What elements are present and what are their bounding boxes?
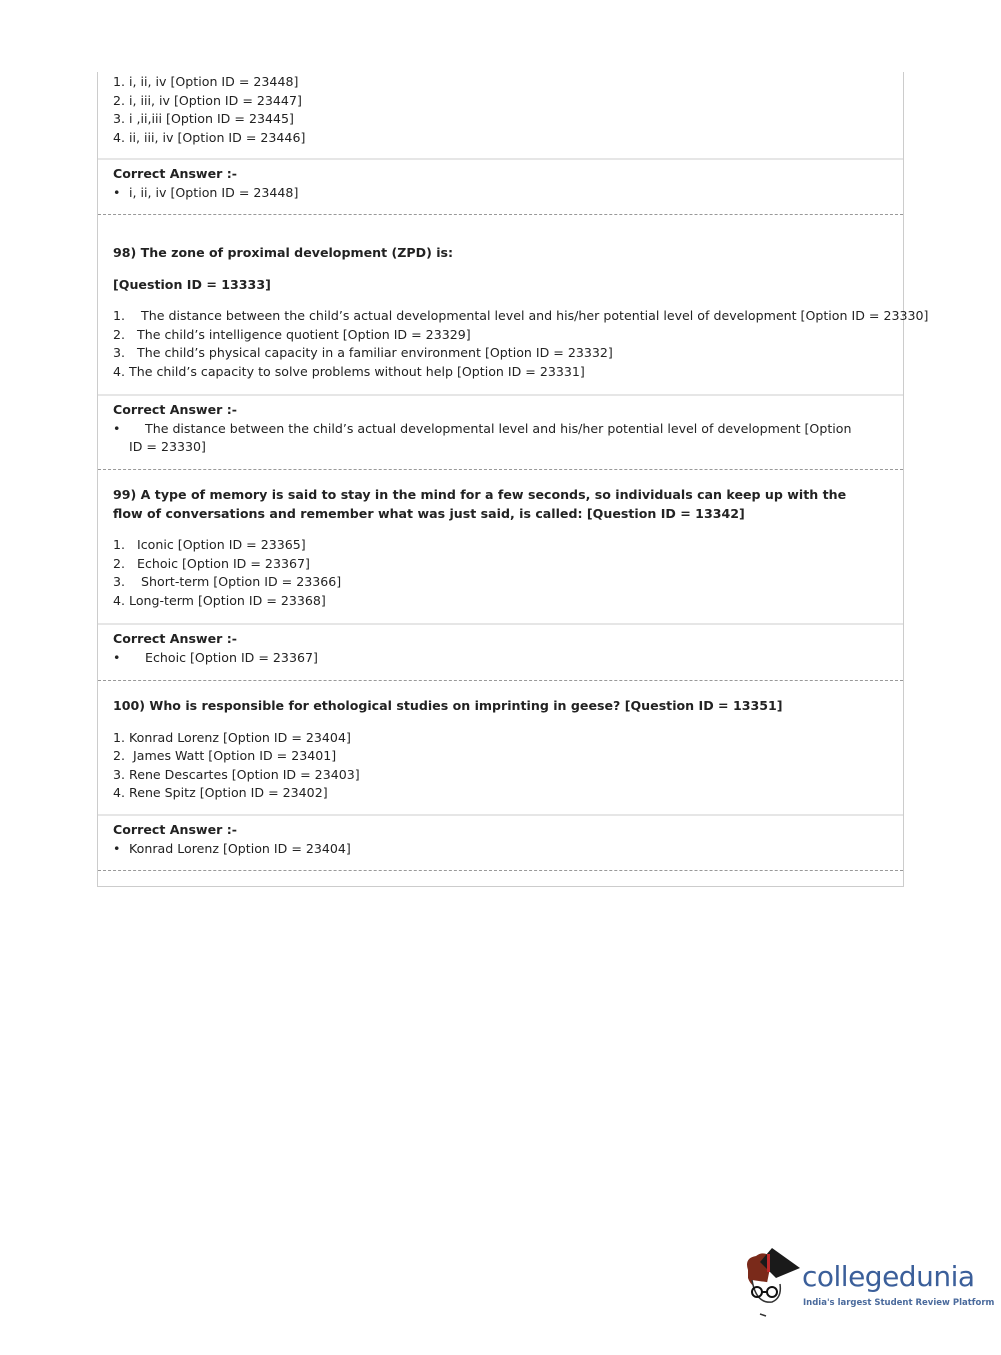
answer-text: Konrad Lorenz [Option ID = 23404] [129, 840, 351, 856]
question-text: 99) A type of memory is said to stay in the mind for a few seconds, so individuals can keep up with the flow of conversations and remember what was just said, is called: [Question ID = 13342] [113, 487, 847, 521]
question-id: [Question ID = 13333] [113, 276, 271, 292]
box-bottom [98, 871, 903, 886]
answer-text: The distance between the child’s actual developmental level and his/her potential level of development [Option ID = 23330] [129, 420, 856, 455]
option: 3. Short-term [Option ID = 23366] [113, 574, 342, 590]
question-text: 98) The zone of proximal development (ZPD) is: [113, 245, 454, 260]
option: 1. Konrad Lorenz [Option ID = 23404] [113, 729, 351, 745]
option: 1. i, ii, iv [Option ID = 23448] [113, 74, 299, 89]
logo-tagline: India's largest Student Review Platform [803, 1298, 995, 1308]
question-text: 100) Who is responsible for ethological studies on imprinting in geese? [Question ID = 13351] [113, 698, 783, 713]
option: 3. i ,ii,iii [Option ID = 23445] [113, 111, 294, 127]
question-paper [97, 72, 929, 887]
option: 4. Rene Spitz [Option ID = 23402] [113, 785, 328, 801]
q99-question [98, 470, 903, 625]
q100-answer [98, 816, 903, 871]
option: 4. The child’s capacity to solve problems without help [Option ID = 23331] [113, 363, 585, 379]
bullet-icon: • [113, 420, 121, 436]
answer-text: Echoic [Option ID = 23367] [129, 649, 318, 665]
q100-question [98, 681, 903, 816]
bullet-icon: • [113, 184, 121, 200]
option: 2. Echoic [Option ID = 23367] [113, 555, 310, 571]
option: 4. ii, iii, iv [Option ID = 23446] [113, 129, 306, 145]
answer-text: i, ii, iv [Option ID = 23448] [129, 184, 299, 200]
bullet-icon: • [113, 649, 121, 665]
option: 2. James Watt [Option ID = 23401] [113, 748, 337, 764]
q99-answer [98, 625, 903, 681]
q98-question [98, 215, 929, 396]
option: 3. The child’s physical capacity in a familiar environment [Option ID = 23332] [113, 345, 613, 361]
mascot-icon [742, 1248, 802, 1320]
bullet-icon: • [113, 840, 121, 856]
q97-answer [98, 160, 903, 215]
option: 3. Rene Descartes [Option ID = 23403] [113, 766, 360, 782]
q98-answer [98, 396, 903, 470]
answer-label: Correct Answer :- [113, 166, 237, 181]
option: 4. Long-term [Option ID = 23368] [113, 592, 326, 608]
q97-options [98, 72, 903, 160]
option: 1. Iconic [Option ID = 23365] [113, 537, 306, 553]
collegedunia-logo [742, 1248, 995, 1320]
logo-wordmark: collegedunia [802, 1260, 975, 1293]
answer-label: Correct Answer :- [113, 822, 237, 837]
option: 2. i, iii, iv [Option ID = 23447] [113, 92, 302, 108]
option: 1. The distance between the child’s actual developmental level and his/her potential level of development [Option ID = 23330] [113, 308, 929, 324]
answer-label: Correct Answer :- [113, 402, 237, 417]
option: 2. The child’s intelligence quotient [Option ID = 23329] [113, 326, 471, 342]
answer-label: Correct Answer :- [113, 631, 237, 646]
